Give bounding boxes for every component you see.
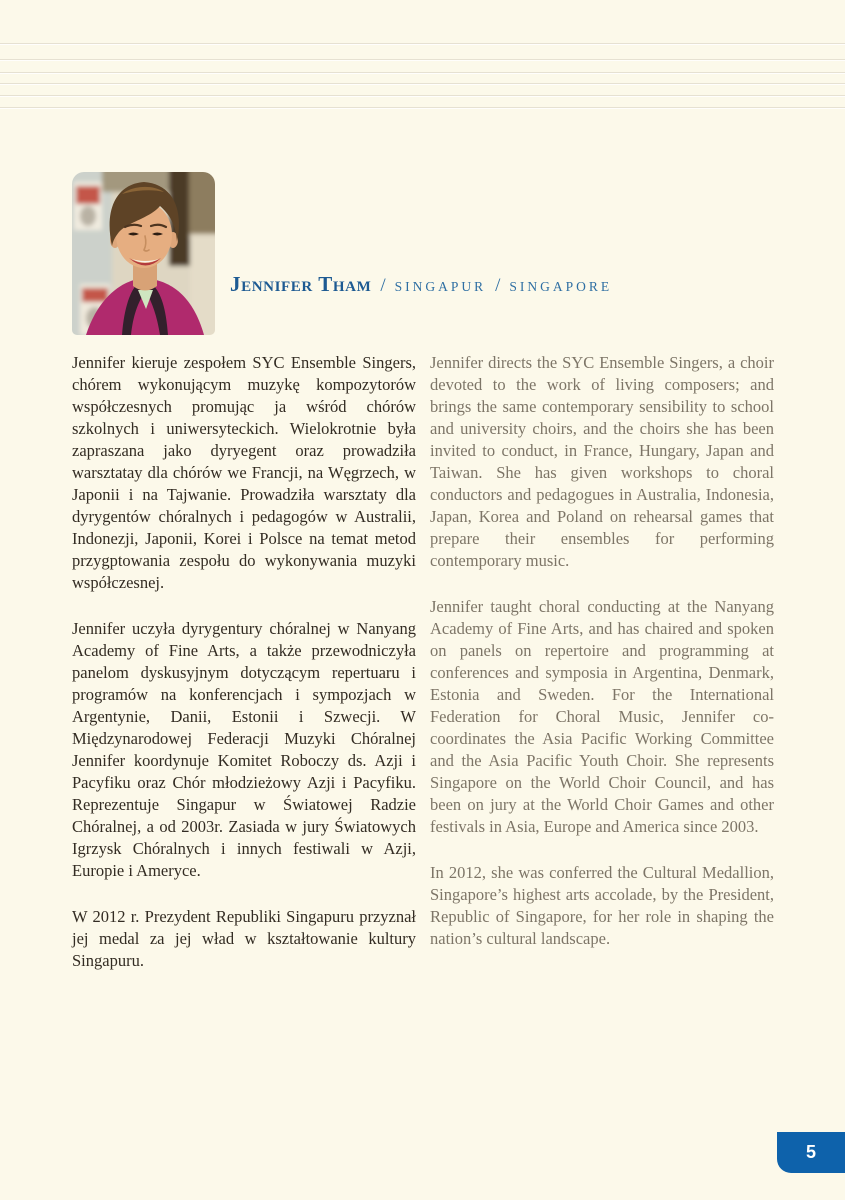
portrait-photo xyxy=(72,172,215,335)
bio-paragraph: Jennifer directs the SYC Ensemble Singers, a choir devoted to the work of living composers; and brings the same contemporary sensibility to school and university choirs, and the choirs she has been invited to conduct, in France, Hungary, Japan and Taiwan. She has given workshops to choral conductors and pedagogues in Australia, Indonesia, Japan, Korea and Poland on rehearsal games that prepare their ensembles for performing contemporary music. xyxy=(430,353,774,570)
staff-line xyxy=(0,107,845,108)
staff-line xyxy=(0,95,845,96)
bio-column-english xyxy=(430,352,774,974)
bio-paragraph: W 2012 r. Prezydent Republiki Singapuru przyznał jej medal za jej wład w kształtowanie kultury Singapuru. xyxy=(72,907,416,970)
staff-line xyxy=(0,43,845,44)
person-header xyxy=(230,272,612,297)
bio-paragraph: Jennifer kieruje zespołem SYC Ensemble Singers, chórem wykonującym muzykę kompozytorów współczesnych promując ja wśród chórów szkolnych i uniwersyteckich. Wielokrotnie była zapraszana jako dyryegent oraz prowadziła warsztatay dla chórów we Francji, na Węgrzech, w Japonii i na Tajwanie. Prowadziła warsztaty dla dyrygentów chóralnych i pedagogów w Australii, Indonezji, Japonii, Korei i Polsce na temat metod przygptowania zespołu do wykonywania muzyki współczesnej. xyxy=(72,353,416,592)
bio-paragraph: Jennifer taught choral conducting at the Nanyang Academy of Fine Arts, and has chaired and spoken on panels on repertoire and programming at conferences and symposia in Argentina, Denmark, Estonia and Sweden. For the International Federation for Choral Music, Jennifer co-coordinates the Asia Pacific Working Committee and the Asia Pacific Youth Choir. She represents Singapore on the World Choir Council, and has been on jury at the World Choir Games and other festivals in Asia, Europe and America since 2003. xyxy=(430,597,774,836)
location-english: SINGAPORE xyxy=(509,279,613,294)
portrait-illustration xyxy=(72,172,215,335)
bio-paragraph: In 2012, she was conferred the Cultural Medallion, Singapore’s highest arts accolade, by the President, Republic of Singapore, for her role in shaping the nation’s cultural landscape. xyxy=(430,863,774,948)
page-number: 5 xyxy=(805,1142,816,1162)
person-name: Jennifer Tham xyxy=(230,272,372,296)
staff-line xyxy=(0,83,845,84)
bio-paragraph: Jennifer uczyła dyrygentury chóralnej w Nanyang Academy of Fine Arts, a także przewodniczyła panelom dyskusyjnym dotyczącym repertuaru i programów na konferencjach i sympozjach w Argentynie, Danii, Estonii i Szwecji. W Międzynarodowej Federacji Muzyki Chóralnej Jennifer koordynuje Komitet Roboczy ds. Azji i Pacyfiku oraz Chór młodzieżowy Azji i Pacyfiku. Reprezentuje Singapur w Światowej Radzie Chóralnej, a od 2003r. Zasiada w jury Światowych Igrzysk Chóralnych i innych festiwali w Azji, Europie i Ameryce. xyxy=(72,619,416,880)
bio-column-polish xyxy=(72,352,416,996)
header-separator: / xyxy=(495,275,501,296)
page-number-badge xyxy=(777,1132,845,1173)
location-local: SINGAPUR xyxy=(394,279,487,294)
staff-line xyxy=(0,72,845,73)
staff-line xyxy=(0,59,845,60)
header-separator: / xyxy=(380,275,386,296)
